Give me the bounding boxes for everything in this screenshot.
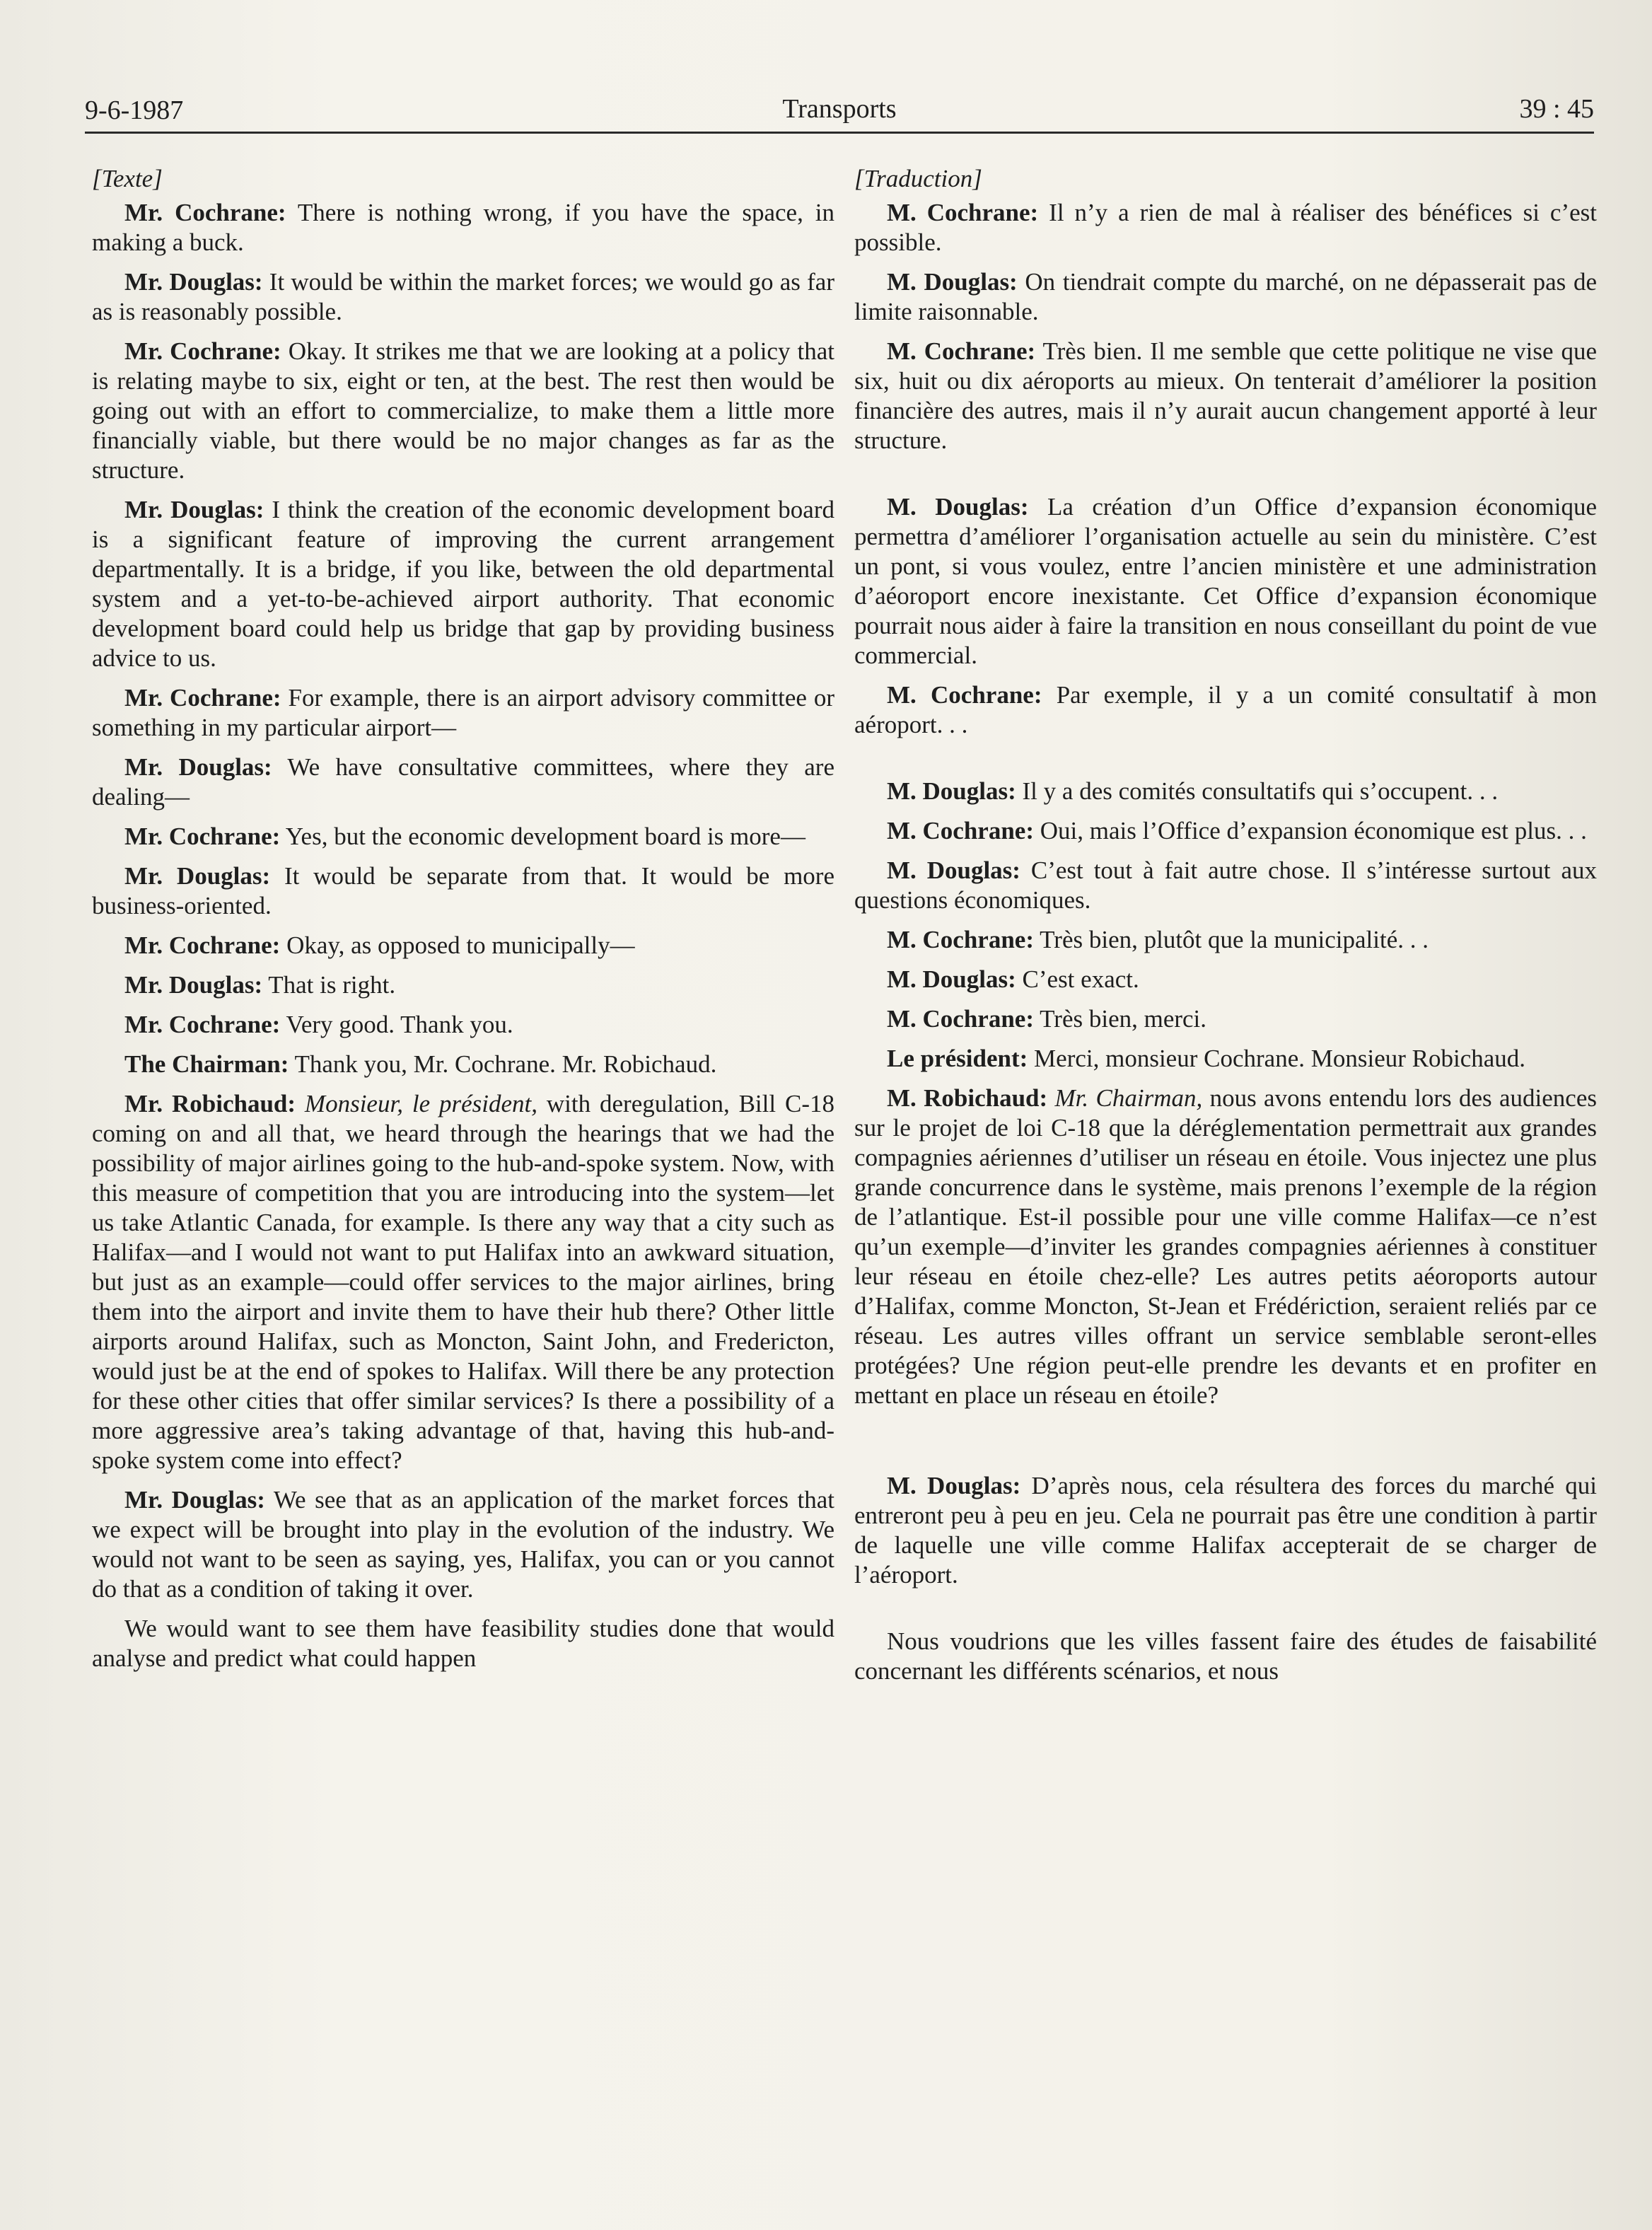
speech: Très bien, merci. [1034, 1005, 1207, 1033]
french-column [854, 164, 1597, 1696]
speech: We would want to see them have feasibility studies done that would analyse and predict what could happen [92, 1615, 834, 1672]
fr-paragraph [854, 856, 1597, 915]
fr-paragraph [854, 965, 1597, 994]
en-paragraph [92, 822, 834, 852]
fr-paragraph [854, 1044, 1597, 1074]
speaker: M. Douglas: [887, 493, 1029, 521]
speaker: Mr. Douglas: [124, 753, 272, 781]
en-paragraph [92, 683, 834, 743]
en-paragraph [92, 861, 834, 921]
fr-paragraph [854, 777, 1597, 806]
speech-italic: Monsieur, le président, [296, 1090, 538, 1117]
speaker: Mr. Robichaud: [124, 1090, 296, 1117]
speech-italic: Mr. Chairman, [1047, 1084, 1203, 1112]
speaker: Mr. Cochrane: [124, 684, 281, 712]
fr-paragraph [854, 1627, 1597, 1686]
speaker: The Chairman: [124, 1050, 289, 1078]
speech: Merci, monsieur Cochrane. Monsieur Robichaud. [1028, 1045, 1526, 1072]
speaker: M. Cochrane: [887, 199, 1039, 226]
en-paragraph [92, 198, 834, 257]
spacer [854, 1600, 1597, 1627]
fr-paragraph [854, 680, 1597, 740]
speech: It would be within the market forces; we would go as far as is reasonably possible. [92, 268, 834, 325]
fr-paragraph [854, 925, 1597, 955]
speech: I think the creation of the economic development board is a significant feature of improving the current arrangement departmentally. It is a bridge, if you like, between the old departmental system and a yet-to-be-achieved airport authority. That economic development board could help us bridge that gap by providing business advice to us. [92, 496, 834, 672]
speaker: Mr. Douglas: [124, 971, 263, 999]
en-paragraph [92, 1485, 834, 1604]
english-column [92, 164, 834, 1683]
english-label: [Texte] [92, 165, 163, 192]
en-paragraph [92, 1010, 834, 1040]
en-paragraph [92, 337, 834, 485]
speaker: M. Cochrane: [887, 681, 1042, 709]
speech: C’est tout à fait autre chose. Il s’intéresse surtout aux questions économiques. [854, 856, 1597, 914]
spacer [854, 750, 1597, 777]
speech: Très bien, plutôt que la municipalité. . . [1034, 926, 1429, 953]
spacer [854, 1420, 1597, 1471]
fr-paragraph [854, 1471, 1597, 1590]
speech: That is right. [262, 971, 396, 999]
speech: For example, there is an airport advisory committee or something in my particular airport— [92, 684, 834, 741]
fr-paragraph [854, 1084, 1597, 1410]
speaker: Mr. Cochrane: [124, 337, 281, 365]
spacer [854, 465, 1597, 492]
en-paragraph [92, 1089, 834, 1475]
speaker: M. Douglas: [887, 268, 1018, 296]
speech: C’est exact. [1016, 965, 1139, 993]
speech: Okay, as opposed to municipally— [280, 931, 635, 959]
speech: Okay. It strikes me that we are looking at a policy that is relating maybe to six, eight or ten, at the best. The rest then would be going out with an effort to commercialize, to make them a little more financially viable, but there would be no major changes as far as the structure. [92, 337, 835, 484]
en-paragraph [92, 970, 834, 1000]
fr-paragraph [854, 492, 1597, 670]
speaker: M. Cochrane: [887, 817, 1035, 844]
speech: La création d’un Office d’expansion économique permettra d’améliorer l’organisation actuelle au sein du ministère. C’est un pont, si vous voulez, entre l’ancien ministère et une administration d’aéoroport encore inexistante. Cet Office d’expansion économique pourrait nous aider à faire la transition en nous conseillant du point de vue commercial. [854, 493, 1597, 669]
fr-paragraph [854, 816, 1597, 846]
fr-paragraph [854, 1004, 1597, 1034]
speaker: Le président: [887, 1045, 1028, 1072]
speech: nous avons entendu lors des audiences sur le projet de loi C-18 que la déréglementation permettrait aux grandes compagnies aériennes d’utiliser un réseau en étoile. Vous injectez une plus grande concurrence dans le système, mais prenons l’exemple de la région de l’atlantique. Est-il possible pour une ville comme Halifax—ce n’est qu’un exemple—d’inviter les grandes compagnies aériennes à constituer leur réseau en étoile chez-elle? Les autres petits aéoroports autour d’Halifax, comme Moncton, St-Jean et Frédériction, seraient reliés par ce réseau. Les autres villes offrant un service semblable seront-elles protégées? Une région peut-elle prendre les devants et en profiter en mettant en place un réseau en étoile? [854, 1084, 1597, 1409]
speaker: Mr. Cochrane: [124, 1011, 281, 1038]
en-paragraph [92, 1050, 834, 1079]
header-section: Transports [782, 94, 897, 124]
speech: Yes, but the economic development board is more— [280, 823, 805, 850]
page-header [85, 88, 1594, 134]
speech: It would be separate from that. It would be more business-oriented. [92, 862, 834, 919]
speaker: M. Cochrane: [887, 926, 1035, 953]
header-date: 9-6-1987 [85, 95, 184, 125]
speech: D’après nous, cela résultera des forces du marché qui entreront peu à peu en jeu. Cela ne pourrait pas être une condition à partir de laquelle une ville comme Halifax accepterait de se charger de l’aéroport. [854, 1472, 1597, 1589]
fr-paragraph [854, 267, 1597, 327]
speaker: Mr. Cochrane: [124, 823, 281, 850]
speaker: M. Douglas: [887, 1472, 1021, 1499]
speaker: Mr. Cochrane: [124, 199, 286, 226]
en-paragraph [92, 495, 834, 673]
speech: with deregulation, Bill C-18 coming on and all that, we heard through the hearings that we had the possibility of major airlines going to the hub-and-spoke system. Now, with this measure of competition that you are introducing into the system—let us take Atlantic Canada, for example. Is there any way that a city such as Halifax—and I would not want to put Halifax into an awkward situation, but just as an example—could offer services to the major airlines, bring them into the airport and invite them to have their hub there? Other little airports around Halifax, such as Moncton, Saint John, and Fredericton, would just be at the end of spokes to Halifax. Will there be any protection for these other cities that offer similar services? Is there a possibility of a more aggressive area’s taking advantage of that, having this hub-and-spoke system come into effect? [92, 1090, 834, 1474]
speaker: M. Douglas: [887, 856, 1020, 884]
speech: There is nothing wrong, if you have the space, in making a buck. [92, 199, 835, 256]
speech: Par exemple, il y a un comité consultatif à mon aéroport. . . [854, 681, 1597, 738]
header-page-number: 39 : 45 [1519, 94, 1594, 124]
french-label: [Traduction] [854, 165, 982, 192]
speaker: M. Robichaud: [887, 1084, 1048, 1112]
speech: Very good. Thank you. [280, 1011, 513, 1038]
speech: We see that as an application of the market forces that we expect will be brought into play in the evolution of the industry. We would not want to be seen as saying, yes, Halifax, you can or you cannot do that as a condition of taking it over. [92, 1486, 834, 1603]
en-paragraph [92, 267, 834, 327]
fr-paragraph [854, 198, 1597, 257]
speech: On tiendrait compte du marché, on ne dépasserait pas de limite raisonnable. [854, 268, 1597, 325]
speech: Il y a des comités consultatifs qui s’occupent. . . [1016, 777, 1499, 805]
en-paragraph [92, 1614, 834, 1673]
speaker: Mr. Douglas: [124, 496, 264, 523]
en-paragraph [92, 931, 834, 960]
en-paragraph [92, 753, 834, 812]
speaker: Mr. Douglas: [124, 862, 271, 890]
speech: Très bien. Il me semble que cette politique ne vise que six, huit ou dix aéroports au mieux. On tenterait d’améliorer la position financière des autres, mais il n’y aurait aucun changement apporté à leur structure. [854, 337, 1597, 454]
speaker: M. Cochrane: [887, 337, 1036, 365]
speech: Nous voudrions que les villes fassent faire des études de faisabilité concernant les différents scénarios, et nous [854, 1627, 1597, 1685]
speech: Oui, mais l’Office d’expansion économique est plus. . . [1034, 817, 1587, 844]
speaker: Mr. Douglas: [124, 268, 263, 296]
speaker: M. Cochrane: [887, 1005, 1035, 1033]
speech: We have consultative committees, where they are dealing— [92, 753, 834, 811]
speaker: M. Douglas: [887, 777, 1016, 805]
speaker: Mr. Cochrane: [124, 931, 281, 959]
speaker: Mr. Douglas: [124, 1486, 265, 1514]
fr-paragraph [854, 337, 1597, 455]
speech: Thank you, Mr. Cochrane. Mr. Robichaud. [289, 1050, 717, 1078]
speaker: M. Douglas: [887, 965, 1016, 993]
speech: Il n’y a rien de mal à réaliser des bénéfices si c’est possible. [854, 199, 1597, 256]
